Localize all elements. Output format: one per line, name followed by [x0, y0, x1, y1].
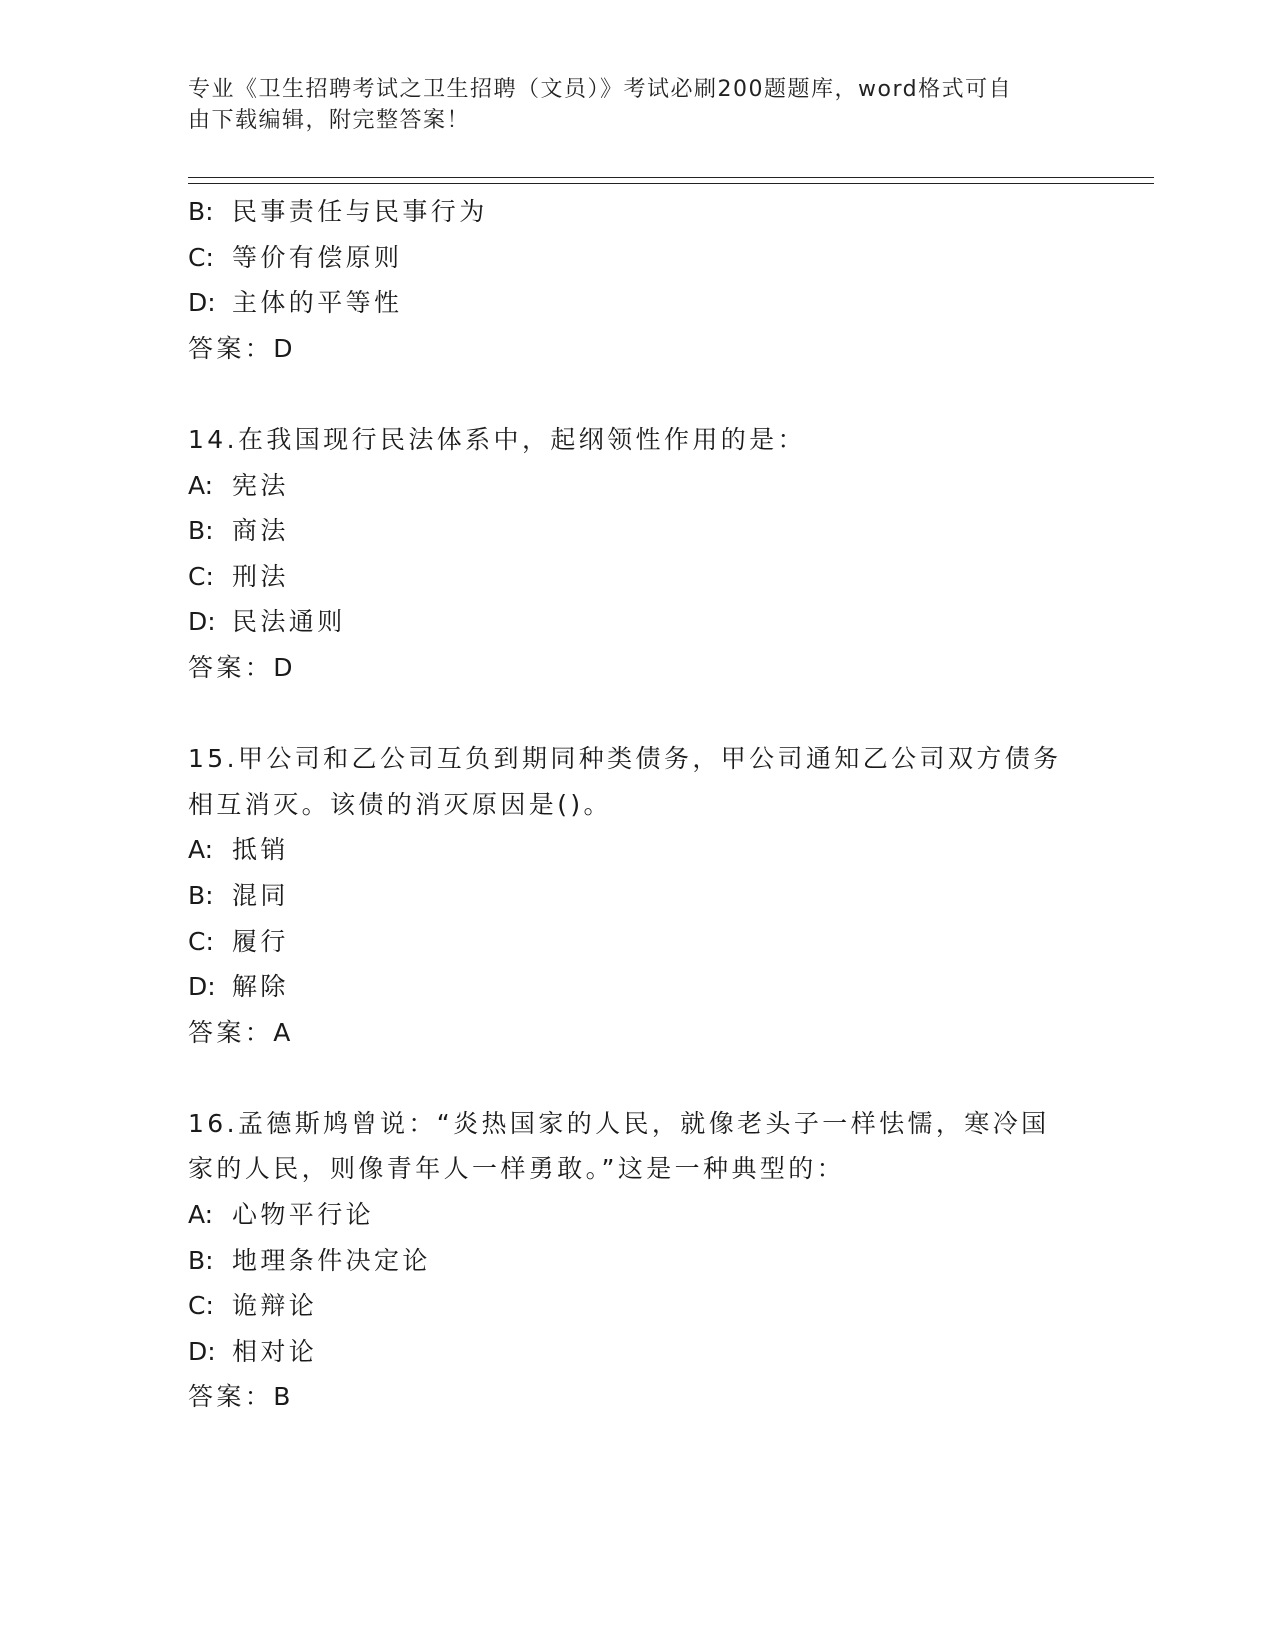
answer-line: 答案：A — [188, 1017, 294, 1047]
option-b — [188, 873, 1088, 919]
option-text: 民法通则 — [232, 607, 346, 637]
document-header — [188, 74, 1068, 136]
option-key: A: — [188, 1200, 214, 1230]
option-d — [188, 964, 1088, 1010]
option-key: D: — [188, 607, 216, 637]
question-stem-continued: 相互消灭。该债的消灭原因是()。 — [188, 789, 612, 819]
question-13-tail — [188, 189, 1088, 371]
header-line-1: 专业《卫生招聘考试之卫生招聘（文员）》考试必刷200题题库，word格式可自 — [188, 77, 1013, 102]
option-text: 履行 — [232, 926, 289, 956]
option-text: 等价有偿原则 — [232, 242, 403, 272]
option-key: C: — [188, 242, 214, 272]
option-c — [188, 554, 1088, 600]
option-a — [188, 463, 1088, 509]
option-c — [188, 919, 1088, 965]
option-a — [188, 827, 1088, 873]
option-key: A: — [188, 470, 214, 500]
spacer — [188, 1055, 1088, 1101]
option-key: D: — [188, 288, 216, 318]
answer-line: 答案：D — [188, 652, 296, 682]
option-text: 混同 — [232, 880, 289, 910]
option-d — [188, 1329, 1088, 1375]
option-text: 主体的平等性 — [232, 288, 403, 318]
option-a — [188, 1192, 1088, 1238]
question-list — [188, 189, 1088, 1420]
option-d — [188, 599, 1088, 645]
option-c — [188, 235, 1088, 281]
option-text: 抵销 — [232, 835, 289, 865]
question-stem: 16.孟德斯鸠曾说：“炎热国家的人民，就像老头子一样怯懦，寒冷国 — [188, 1108, 1050, 1138]
option-key: B: — [188, 197, 214, 226]
question-stem: 15.甲公司和乙公司互负到期同种类债务，甲公司通知乙公司双方债务 — [188, 744, 1062, 774]
option-text: 诡辩论 — [232, 1291, 318, 1321]
question-stem: 14.在我国现行民法体系中，起纲领性作用的是： — [188, 424, 806, 454]
option-text: 刑法 — [232, 561, 289, 591]
question-16 — [188, 1101, 1088, 1420]
option-key: C: — [188, 926, 214, 956]
spacer — [188, 691, 1088, 737]
header-line-2: 由下载编辑，附完整答案！ — [188, 108, 471, 133]
option-b — [188, 508, 1088, 554]
header-divider-top — [188, 177, 1154, 178]
option-c — [188, 1283, 1088, 1329]
option-b — [188, 189, 1088, 235]
option-text: 相对论 — [232, 1336, 318, 1366]
option-text: 民事责任与民事行为 — [232, 197, 488, 226]
option-key: D: — [188, 972, 216, 1002]
option-key: A: — [188, 835, 214, 865]
option-key: C: — [188, 1291, 214, 1321]
option-key: B: — [188, 1245, 214, 1275]
question-15 — [188, 736, 1088, 1055]
option-d — [188, 280, 1088, 326]
option-text: 商法 — [232, 516, 289, 546]
option-key: D: — [188, 1336, 216, 1366]
spacer — [188, 371, 1088, 417]
option-text: 解除 — [232, 972, 289, 1002]
option-key: B: — [188, 516, 214, 546]
header-divider-bottom — [188, 183, 1154, 184]
option-key: B: — [188, 880, 214, 910]
option-text: 地理条件决定论 — [232, 1245, 431, 1275]
question-14 — [188, 417, 1088, 691]
answer-line: 答案：B — [188, 1382, 294, 1412]
option-text: 宪法 — [232, 470, 289, 500]
option-b — [188, 1238, 1088, 1284]
question-stem-continued: 家的人民，则像青年人一样勇敢。”这是一种典型的： — [188, 1154, 846, 1184]
option-text: 心物平行论 — [232, 1200, 375, 1230]
option-key: C: — [188, 561, 214, 591]
answer-line: 答案：D — [188, 333, 296, 363]
